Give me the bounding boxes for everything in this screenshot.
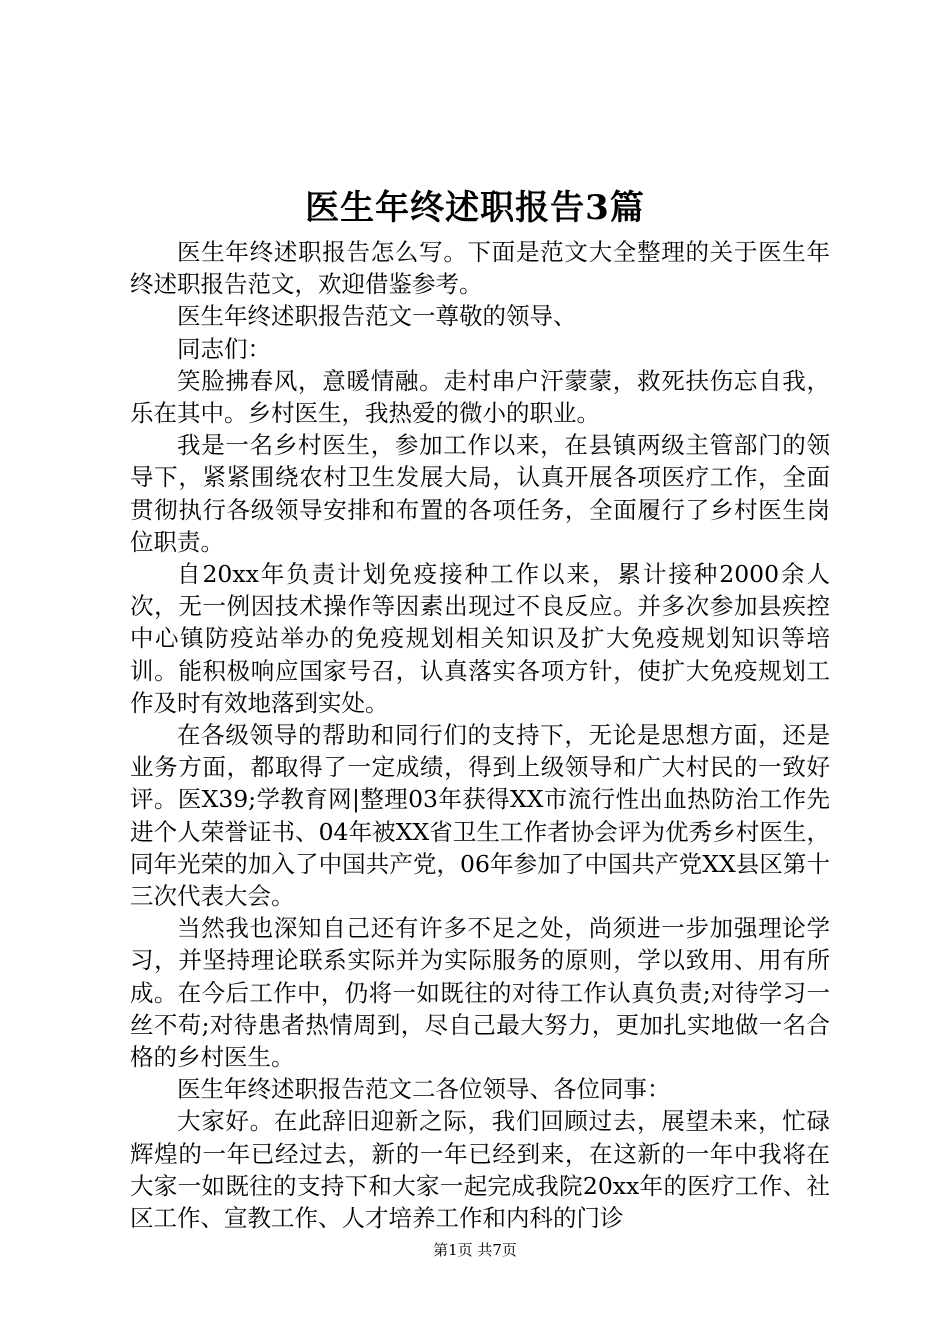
paragraph: 在各级领导的帮助和同行们的支持下，无论是思想方面，还是业务方面，都取得了一定成绩，得到上级领导和广大村民的一致好评。医X39;学教育网|整理03年获得XX市流行性出血热防治工作先进个人荣誉证书、04年被XX省卫生工作者协会评为优秀乡村医生，同年光荣的加入了中国共产党，06年参加了中国共产党XX县区第十三次代表大会。 bbox=[130, 721, 830, 911]
paragraph: 医生年终述职报告范文二各位领导、各位同事： bbox=[177, 1075, 671, 1104]
paragraph: 我是一名乡村医生，参加工作以来，在县镇两级主管部门的领导下，紧紧围绕农村卫生发展大局，认真开展各项医疗工作，全面贯彻执行各级领导安排和布置的各项任务，全面履行了乡村医生岗位职责。 bbox=[130, 431, 830, 556]
paragraph: 大家好。在此辞旧迎新之际，我们回顾过去，展望未来，忙碌辉煌的一年已经过去，新的一年已经到来，在这新的一年中我将在大家一如既往的支持下和大家一起完成我院20xx年的医疗工作、社区工作、宣教工作、人才培养工作和内科的门诊 bbox=[130, 1107, 830, 1233]
paragraph: 笑脸拂春风，意暖情融。走村串户汗蒙蒙，救死扶伤忘自我，乐在其中。乡村医生，我热爱的微小的职业。 bbox=[130, 366, 830, 428]
paragraph: 当然我也深知自己还有许多不足之处，尚须进一步加强理论学习，并坚持理论联系实际并为实际服务的原则，学以致用、用有所成。在今后工作中，仍将一如既往的对待工作认真负责;对待学习一丝不苟;对待患者热情周到，尽自己最大努力，更加扎实地做一名合格的乡村医生。 bbox=[130, 914, 830, 1072]
paragraph: 医生年终述职报告范文一尊敬的领导、 bbox=[177, 302, 577, 331]
document-body bbox=[130, 236, 830, 1234]
page-number-footer: 第1页 共7页 bbox=[433, 1241, 517, 1259]
paragraph: 医生年终述职报告怎么写。下面是范文大全整理的关于医生年终述职报告范文，欢迎借鉴参考。 bbox=[130, 238, 830, 299]
paragraph: 同志们： bbox=[177, 334, 271, 363]
document-title: 医生年终述职报告3篇 bbox=[305, 188, 645, 228]
paragraph: 自20xx年负责计划免疫接种工作以来，累计接种2000余人次，无一例因技术操作等因素出现过不良反应。并多次参加县疾控中心镇防疫站举办的免疫规划相关知识及扩大免疫规划知识等培训。能积极响应国家号召，认真落实各项方针，使扩大免疫规划工作及时有效地落到实处。 bbox=[130, 560, 830, 717]
